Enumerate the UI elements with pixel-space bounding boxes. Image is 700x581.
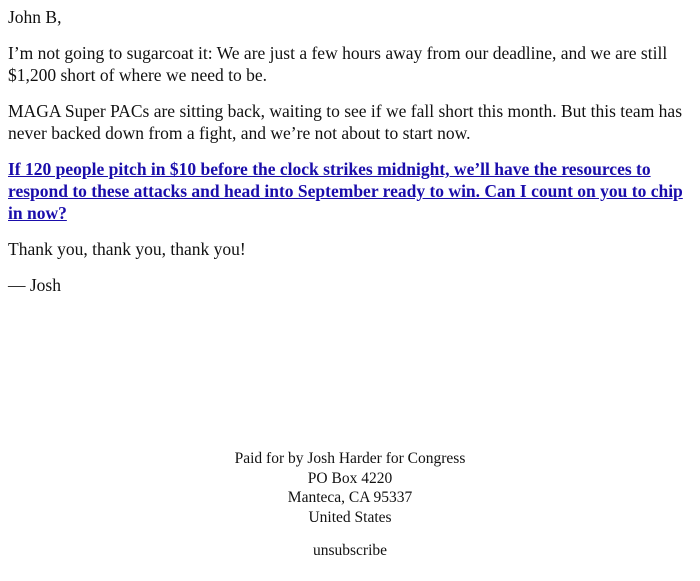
salutation: John B,: [8, 7, 62, 27]
unsubscribe-link[interactable]: unsubscribe: [312, 542, 388, 559]
email-body: [8, 6, 684, 310]
address-city: Manteca, CA 95337: [287, 489, 413, 506]
address-po-box: PO Box 4220: [307, 469, 393, 487]
body-paragraph-super-pacs: MAGA Super PACs are sitting back, waiting to see if we fall short this month. But this team has never backed down from a fight, and we’re not about to start now.: [8, 101, 683, 143]
body-paragraph-thanks: Thank you, thank you, thank you!: [8, 239, 246, 259]
donate-link[interactable]: If 120 people pitch in $10 before the clock strikes midnight, we’ll have the resources to respond to these attacks and head into September ready to win. Can I count on you to chip in now?: [8, 159, 683, 223]
signature: — Josh: [8, 275, 61, 295]
address-country: United States: [308, 508, 392, 526]
body-paragraph-deadline: I’m not going to sugarcoat it: We are just a few hours away from our deadline, and we are still $1,200 short of where we need to be.: [8, 43, 668, 85]
email-footer: [0, 449, 700, 561]
paid-for-disclaimer: Paid for by Josh Harder for Congress: [234, 450, 466, 467]
cta-paragraph: [8, 158, 684, 224]
